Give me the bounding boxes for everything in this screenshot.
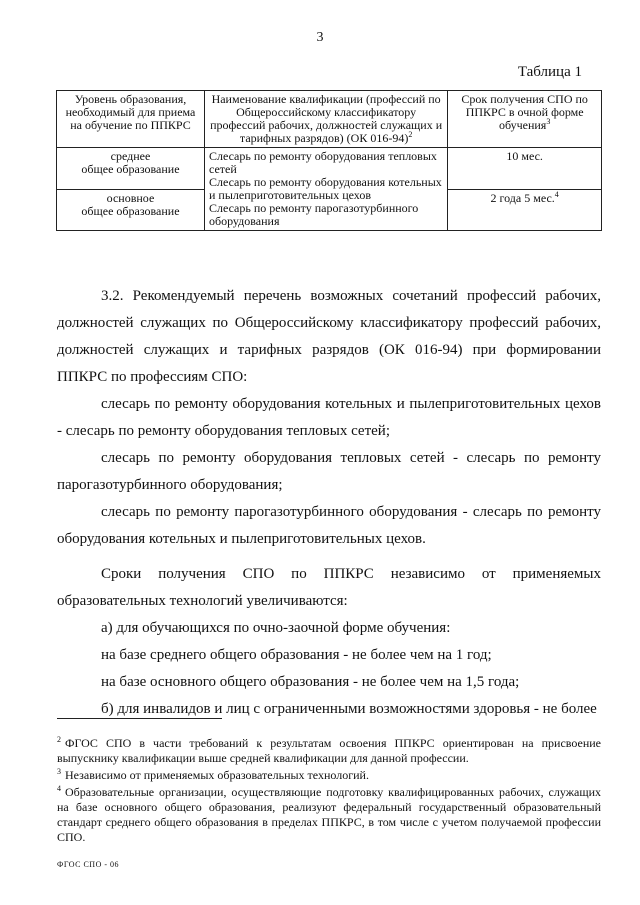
qualification-item: Слесарь по ремонту оборудования котельных и пылеприготовительных цехов (208, 175, 442, 202)
footnote-mark: 2 (57, 735, 61, 744)
footnote-text: Образовательные организации, осуществляющие подготовку квалифицированных рабочих, служащих на базе основного общего образования, реализуют федеральный государственный образовательный стандарт среднего общего образования в пределах ППКРС, в том числе с учетом получаемой профессии СПО. (57, 785, 601, 844)
footnote-mark: 4 (57, 784, 61, 793)
footnote-divider (57, 718, 222, 719)
header-education-level: Уровень образования, необходимый для приема на обучение по ППКРС (57, 91, 205, 148)
paragraph: 3.2. Рекомендуемый перечень возможных сочетаний профессий рабочих, должностей служащих по Общероссийскому классификатору профессий рабочих, должностей служащих и тарифных разрядов (ОК 016-94) при формировании ППКРС по профессиям СПО: (57, 288, 601, 385)
footnote-ref-4: 4 (554, 189, 559, 199)
footnote-mark: 3 (57, 767, 61, 776)
paragraph: б) для инвалидов и лиц с ограниченными возможностями здоровья - не более (101, 701, 597, 717)
footnote (57, 736, 601, 766)
paragraph: а) для обучающихся по очно-заочной форме обучения: (101, 620, 451, 636)
qualification-item: Слесарь по ремонту оборудования тепловых сетей (208, 149, 437, 176)
cell-level-basic: основное общее образование (57, 189, 205, 231)
cell-level-secondary: среднее общее образование (57, 148, 205, 190)
paragraph: слесарь по ремонту оборудования тепловых сетей - слесарь по ремонту парогазотурбинного оборудования; (57, 450, 601, 493)
qualification-table (56, 90, 602, 231)
paragraph: Сроки получения СПО по ППКРС независимо от применяемых образовательных технологий увеличиваются: (57, 566, 601, 609)
header-term: Срок получения СПО по ППКРС в очной форме обучения$^3$ (448, 91, 602, 148)
footnote (57, 785, 601, 845)
page-number: 3 (316, 30, 324, 45)
document-code: ФГОС СПО - 06 (57, 860, 120, 869)
table-header-row (57, 91, 602, 148)
paragraph: на базе среднего общего образования - не более чем на 1 год; (101, 647, 492, 663)
footnote-ref-3: 3 (546, 117, 551, 126)
paragraph: на базе основного общего образования - не более чем на 1,5 года; (101, 674, 520, 690)
body-text (57, 283, 601, 723)
table-label: Таблица 1 (517, 64, 582, 80)
footnote-text: Независимо от применяемых образовательных технологий. (65, 768, 369, 782)
table-row (57, 148, 602, 190)
footnote (57, 768, 601, 783)
cell-term-secondary: 10 мес. (448, 148, 602, 190)
qualification-item: Слесарь по ремонту парогазотурбинного оборудования (208, 201, 419, 228)
paragraph: слесарь по ремонту оборудования котельных и пылеприготовительных цехов - слесарь по ремонту оборудования тепловых сетей; (57, 396, 601, 439)
footnote-ref-2: 2 (408, 130, 413, 139)
paragraph: слесарь по ремонту парогазотурбинного оборудования - слесарь по ремонту оборудования котельных и пылеприготовительных цехов. (57, 504, 601, 547)
cell-term-basic: 2 года 5 мес.$^4$ (448, 189, 602, 231)
footnotes (57, 736, 601, 847)
footnote-text: ФГОС СПО в части требований к результатам освоения ППКРС ориентирован на присвоение выпускнику квалификации выше средней квалификации для данной профессии. (57, 736, 601, 765)
header-qualification: Наименование квалификации (профессий по Общероссийскому классификатору профессий рабочих, должностей служащих и тарифных разрядов) (ОК 016-94)$^2$ (204, 91, 447, 148)
cell-qualifications (204, 148, 447, 231)
